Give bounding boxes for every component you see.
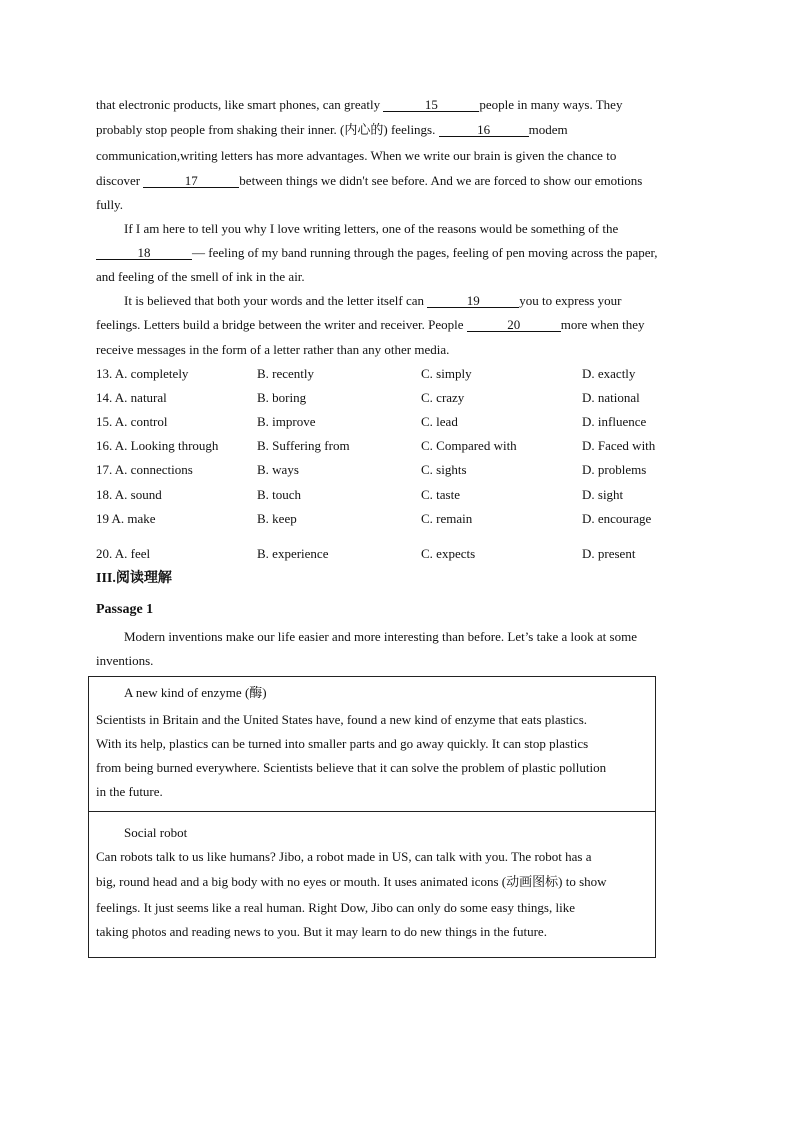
option-a: 19 A. make bbox=[96, 511, 156, 526]
section-title: III.阅读理解 bbox=[96, 571, 172, 586]
passage-line bbox=[96, 198, 123, 211]
box-line: in the future. bbox=[96, 784, 163, 799]
passage-line bbox=[124, 222, 618, 235]
question-19-options bbox=[96, 512, 716, 528]
box-line: from being burned everywhere. Scientists believe that it can solve the problem of plastic pollution bbox=[96, 760, 607, 775]
option-c: C. taste bbox=[421, 487, 460, 502]
intro-line-2: inventions. bbox=[96, 653, 154, 668]
passage-text: receive messages in the form of a letter rather than any other media. bbox=[96, 342, 450, 357]
blank-17: 17 bbox=[143, 174, 239, 188]
option-c: C. expects bbox=[421, 546, 476, 561]
box-title: Social robot bbox=[124, 825, 188, 840]
option-a: 18. A. sound bbox=[96, 487, 162, 502]
option-c: C. lead bbox=[421, 414, 458, 429]
passage-line bbox=[124, 294, 621, 308]
box-line: Scientists in Britain and the United States have, found a new kind of enzyme that eats plastics. bbox=[96, 712, 587, 727]
passage-text: communication,writing letters has more advantages. When we write our brain is given the chance to bbox=[96, 148, 617, 163]
option-d: D. influence bbox=[582, 414, 647, 429]
question-15-options bbox=[96, 415, 716, 431]
option-b: B. touch bbox=[257, 487, 302, 502]
box-line: big, round head and a big body with no eyes or mouth. It uses animated icons (动画图标) to show bbox=[96, 874, 607, 889]
passage-line bbox=[96, 318, 644, 332]
option-a: 14. A. natural bbox=[96, 390, 167, 405]
passage-line bbox=[96, 174, 642, 188]
passage-line bbox=[96, 270, 305, 283]
passage-text: It is believed that both your words and the letter itself can bbox=[124, 293, 428, 308]
option-a: 17. A. connections bbox=[96, 462, 193, 477]
option-a: 20. A. feel bbox=[96, 546, 151, 561]
option-d: D. exactly bbox=[582, 366, 636, 381]
blank-15: 15 bbox=[383, 98, 479, 112]
box-line: With its help, plastics can be turned into smaller parts and go away quickly. It can stop plastics bbox=[96, 736, 589, 751]
passage-text: feelings. Letters build a bridge between the writer and receiver. People bbox=[96, 317, 467, 332]
question-17-options bbox=[96, 463, 716, 479]
question-14-options bbox=[96, 391, 716, 407]
option-a: 16. A. Looking through bbox=[96, 438, 219, 453]
passage-text: probably stop people from shaking their inner. (内心的) feelings. bbox=[96, 122, 439, 137]
option-b: B. experience bbox=[257, 546, 329, 561]
invention-box-robot bbox=[88, 811, 656, 958]
option-b: B. boring bbox=[257, 390, 307, 405]
intro-line-1: Modern inventions make our life easier and more interesting than before. Let’s take a look at some bbox=[124, 629, 637, 644]
passage-line bbox=[96, 98, 622, 112]
option-d: D. encourage bbox=[582, 511, 652, 526]
blank-18: 18 bbox=[96, 246, 192, 260]
option-d: D. national bbox=[582, 390, 640, 405]
question-16-options bbox=[96, 439, 716, 455]
option-b: B. Suffering from bbox=[257, 438, 350, 453]
passage-text: between things we didn't see before. And we are forced to show our emotions bbox=[239, 173, 643, 188]
passage-text: — feeling of my band running through the pages, feeling of pen moving across the paper, bbox=[192, 245, 658, 260]
option-d: D. present bbox=[582, 546, 636, 561]
option-b: B. ways bbox=[257, 462, 299, 477]
option-d: D. problems bbox=[582, 462, 647, 477]
question-18-options bbox=[96, 488, 716, 504]
question-20-options bbox=[96, 547, 716, 563]
box-line: feelings. It just seems like a real human. Right Dow, Jibo can only do some easy things, like bbox=[96, 900, 575, 915]
passage-text: you to express your bbox=[519, 293, 622, 308]
blank-19: 19 bbox=[427, 294, 519, 308]
question-13-options bbox=[96, 367, 716, 383]
passage-text: and feeling of the smell of ink in the air. bbox=[96, 269, 305, 284]
option-d: D. Faced with bbox=[582, 438, 656, 453]
option-c: C. remain bbox=[421, 511, 473, 526]
passage-line bbox=[96, 343, 449, 356]
blank-16: 16 bbox=[439, 123, 529, 137]
passage-line bbox=[96, 149, 616, 162]
passage-title: Passage 1 bbox=[96, 602, 154, 617]
passage-line bbox=[96, 123, 568, 137]
option-d: D. sight bbox=[582, 487, 624, 502]
passage-text: that electronic products, like smart phones, can greatly bbox=[96, 97, 384, 112]
option-c: C. Compared with bbox=[421, 438, 517, 453]
option-a: 13. A. completely bbox=[96, 366, 189, 381]
option-b: B. keep bbox=[257, 511, 297, 526]
passage-text: fully. bbox=[96, 197, 123, 212]
box-line: taking photos and reading news to you. But it may learn to do new things in the future. bbox=[96, 924, 547, 939]
passage-text: modem bbox=[528, 122, 568, 137]
passage-text: discover bbox=[96, 173, 144, 188]
passage-line bbox=[96, 246, 658, 260]
blank-20: 20 bbox=[467, 318, 561, 332]
passage-text: people in many ways. They bbox=[479, 97, 623, 112]
box-title: A new kind of enzyme (酶) bbox=[124, 685, 267, 700]
invention-box-enzyme bbox=[88, 676, 656, 812]
option-c: C. crazy bbox=[421, 390, 465, 405]
box-line: Can robots talk to us like humans? Jibo, a robot made in US, can talk with you. The robot has a bbox=[96, 849, 592, 864]
passage-text: more when they bbox=[560, 317, 645, 332]
option-c: C. simply bbox=[421, 366, 472, 381]
option-b: B. recently bbox=[257, 366, 315, 381]
option-b: B. improve bbox=[257, 414, 316, 429]
passage-text: If I am here to tell you why I love writing letters, one of the reasons would be something of the bbox=[124, 221, 619, 236]
option-a: 15. A. control bbox=[96, 414, 168, 429]
option-c: C. sights bbox=[421, 462, 467, 477]
